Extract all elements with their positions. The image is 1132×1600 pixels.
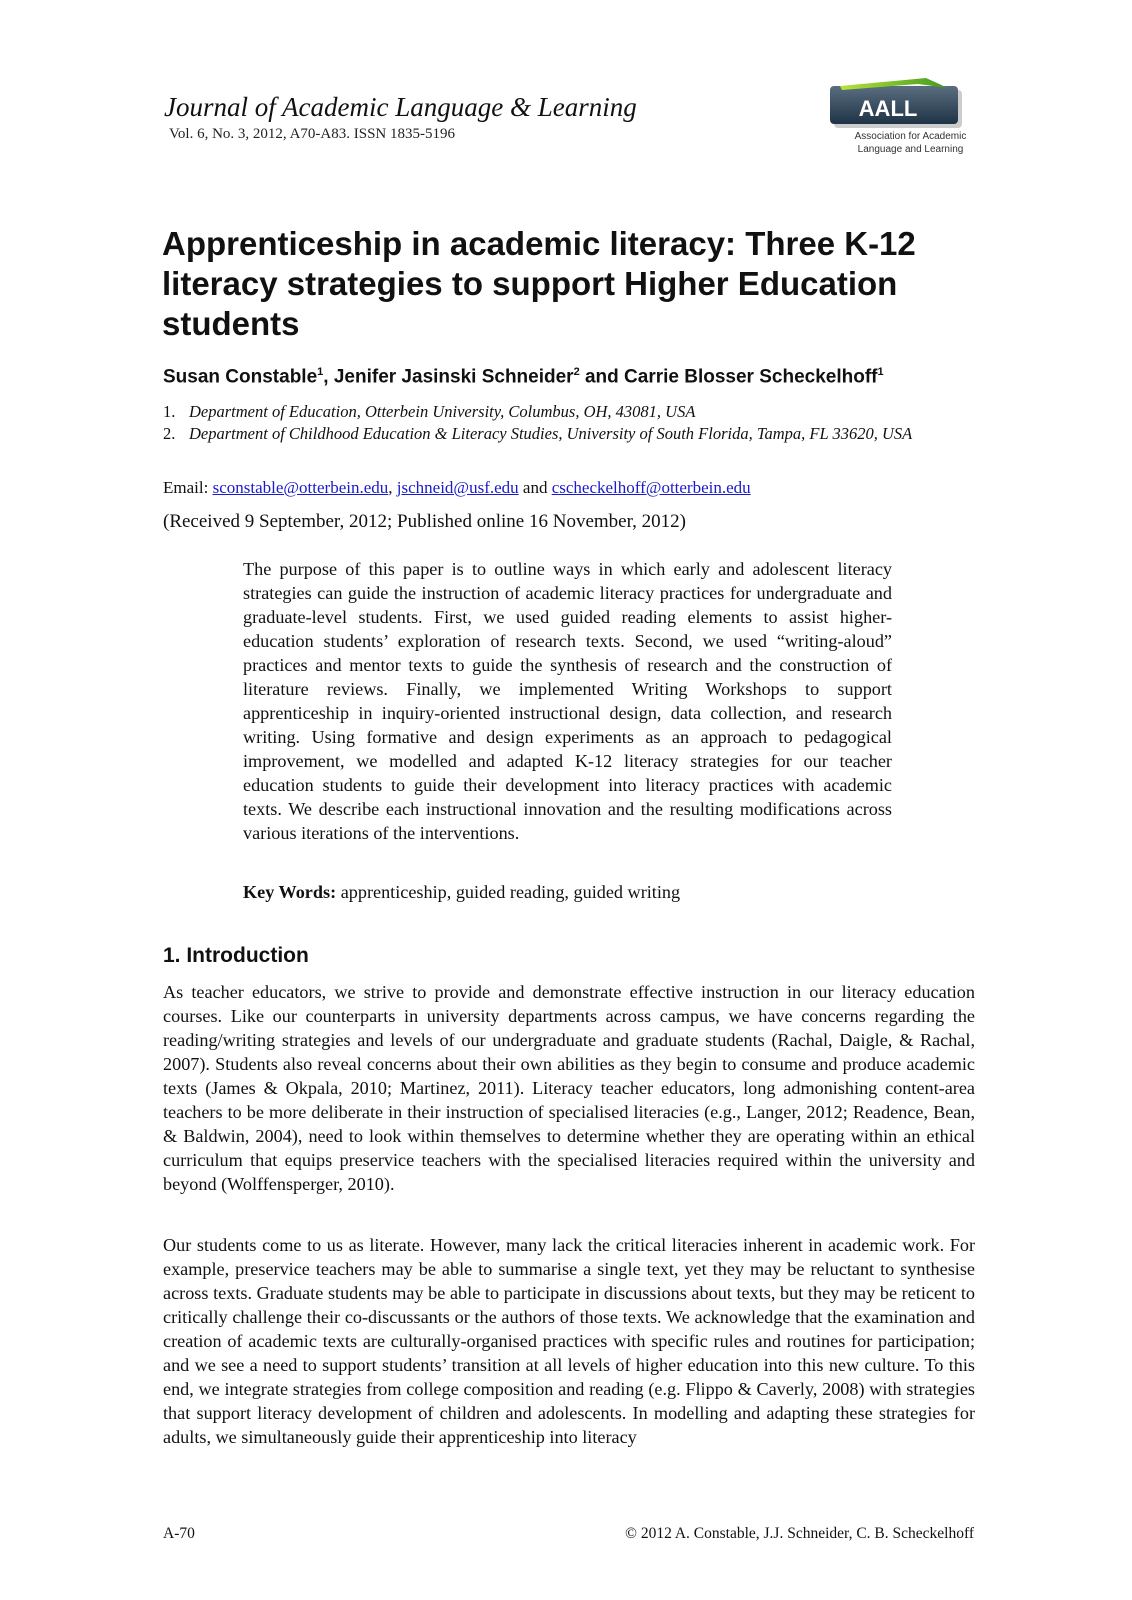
logo-acronym: AALL — [858, 96, 918, 121]
article-title: Apprenticeship in academic literacy: Three K-12 literacy strategies to support Higher Education students — [162, 225, 916, 342]
keywords — [243, 882, 680, 903]
author-name: Jenifer Jasinski Schneider — [333, 366, 574, 388]
body-paragraph: Our students come to us as literate. However, many lack the critical literacies inherent in academic work. For example, preservice teachers may be able to summarise a single text, yet they may be reluctant to synthesise across texts. Graduate students may be able to participate in discussions about texts, but they may be reticent to critically challenge their co-discussants or the authors of those texts. We acknowledge that the examination and creation of academic texts are culturally-organised practices with specific rules and routines for participation; and we see a need to support students’ transition at all levels of higher education into this new culture. To this end, we integrate strategies from college composition and reading (e.g. Flippo & Caverly, 2008) with strategies that support literacy development of children and adolescents. In modelling and adapting these strategies for adults, we simultaneously guide their apprenticeship into literacy — [163, 1235, 975, 1447]
email-link[interactable]: cscheckelhoff@otterbein.edu — [551, 478, 751, 497]
affiliation-list — [163, 401, 975, 445]
author-affil-sup: 2 — [573, 366, 580, 378]
author-name: Susan Constable — [163, 366, 318, 388]
page-number: A-70 — [163, 1525, 195, 1542]
body-paragraph: As teacher educators, we strive to provide and demonstrate effective instruction in our literacy education courses. Like our counterparts in university departments across campus, we have concerns regarding the reading/writing strategies and levels of our undergraduate and graduate students (Rachal, Daigle, & Rachal, 2007). Students also reveal concerns about their own abilities as they begin to consume and produce academic texts (James & Okpala, 2010; Martinez, 2011). Literacy teacher educators, long admonishing content-area teachers to be more deliberate in their instruction of specialised literacies (e.g., Langer, 2012; Readence, Bean, & Baldwin, 2004), need to look within themselves to determine whether they are operating within an ethical curriculum that equips preservice teachers with the specialised literacies required within the university and beyond (Wolffensperger, 2010). — [163, 982, 975, 1194]
section-heading: 1. Introduction — [163, 944, 309, 967]
affiliation-item — [163, 401, 975, 423]
abstract: The purpose of this paper is to outline ways in which early and adolescent literacy strategies can guide the instruction of academic literacy practices for undergraduate and graduate-level students. First, we used guided reading elements to assist higher-education students’ exploration of research texts. Second, we used “writing-aloud” practices and mentor texts to guide the synthesis of research and the construction of literature reviews. Finally, we implemented Writing Workshops to support apprenticeship in inquiry-oriented instructional design, data collection, and research writing. Using formative and design experiments as an approach to pedagogical improvement, we modelled and adapted K-12 literacy strategies for our teacher education students to guide their development into literacy practices with academic texts. We describe each instructional innovation and the resulting modifications across various iterations of the interventions. — [243, 559, 892, 843]
affiliation-text: Department of Education, Otterbein University, Columbus, OH, 43081, USA — [189, 402, 696, 421]
email-link[interactable]: sconstable@otterbein.edu — [212, 478, 389, 497]
email-line — [163, 478, 751, 498]
author-separator: , — [323, 366, 334, 388]
email-separator: , — [388, 478, 397, 497]
affiliation-item — [163, 423, 975, 445]
logo-caption — [838, 130, 983, 156]
author-name: Carrie Blosser Scheckelhoff — [624, 366, 878, 388]
affiliation-text: Department of Childhood Education & Literacy Studies, University of South Florida, Tampa, FL 33620, USA — [189, 424, 913, 443]
journal-title: Journal of Academic Language & Learning — [164, 92, 637, 122]
logo-caption-line2: Language and Learning — [857, 144, 964, 155]
email-link[interactable]: jschneid@usf.edu — [396, 478, 519, 497]
email-separator: and — [518, 478, 552, 497]
keywords-list: apprenticeship, guided reading, guided writing — [336, 882, 681, 902]
received-dates: (Received 9 September, 2012; Published online 16 November, 2012) — [163, 511, 686, 532]
copyright: © 2012 A. Constable, J.J. Schneider, C. B. Scheckelhoff — [625, 1525, 974, 1542]
author-separator: and — [579, 366, 625, 388]
author-affil-sup: 1 — [317, 366, 324, 378]
author-affil-sup: 1 — [877, 366, 884, 378]
author-list — [163, 366, 884, 388]
keywords-label: Key Words: — [243, 882, 337, 902]
journal-meta: Vol. 6, No. 3, 2012, A70-A83. ISSN 1835-5196 — [169, 126, 455, 142]
affiliation-number: 2. — [163, 424, 176, 443]
email-label: Email: — [163, 478, 213, 497]
logo-caption-line1: Association for Academic — [854, 131, 967, 142]
affiliation-number: 1. — [163, 402, 176, 421]
